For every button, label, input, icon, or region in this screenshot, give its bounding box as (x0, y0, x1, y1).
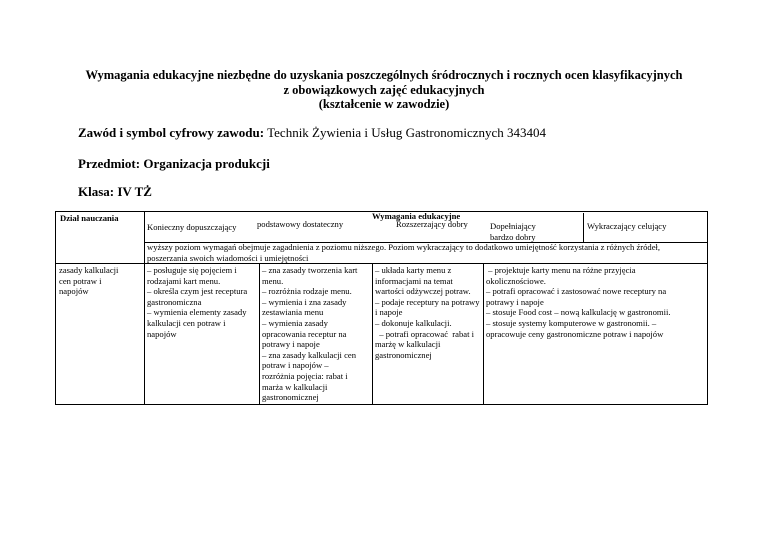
podstawowy-line: – wymienia i zna zasady (262, 296, 347, 307)
level-dopelniajacy-line-1: Dopełniający (490, 221, 536, 231)
dopelniajacy-line: – stosuje Food cost – nową kalkulację w gastronomii. (486, 307, 671, 318)
level-podstawowy: podstawowy dostateczny (257, 219, 344, 229)
document-title (40, 68, 728, 112)
requirements-table (55, 211, 708, 405)
konieczny-line: napojów (147, 328, 177, 339)
col-divider-top-4 (583, 213, 584, 242)
podstawowy-line: zestawiania menu (262, 307, 324, 318)
rozszerzajacy-line: – układa karty menu z (375, 265, 452, 275)
col-divider-2 (372, 263, 373, 404)
podstawowy-line: potrawy i napoje (262, 339, 320, 350)
dopelniajacy-line: – stosuje systemy komputerowe w gastronomii. – (486, 317, 657, 328)
title-line-1: Wymagania edukacyjne niezbędne do uzyskania poszczególnych śródrocznych i rocznych ocen klasyfikacyjnych (85, 68, 683, 82)
konieczny-cell (147, 265, 247, 339)
rozszerzajacy-line: – podaje receptury na potrawy (375, 296, 480, 307)
przedmiot-line: Przedmiot: Organizacja produkcji (78, 156, 270, 171)
level-dopelniajacy-line-2: bardzo dobry (490, 231, 536, 242)
rozszerzajacy-line: marżę w kalkulacji (375, 339, 441, 350)
dopelniajacy-line: – projektuje karty menu na różne przyjęcia (486, 265, 636, 275)
dzial-line: cen potraw i (59, 275, 102, 286)
podstawowy-line: gastronomicznej (262, 392, 319, 403)
level-rozszerzajacy: Rozszerzający dobry (396, 219, 468, 229)
levels-note-line-1: wyższy poziom wymagań obejmuje zagadnienia z poziomu niższego. Poziom wykraczający to dodatkowo umiejętność korzystania z różnych źródeł, (147, 242, 661, 252)
dopelniajacy-line: – potrafi opracować i zastosować nowe receptury na (486, 286, 667, 297)
rozszerzajacy-line: gastronomicznej (375, 349, 432, 360)
rozszerzajacy-line: – potrafi opracować rabat i (375, 328, 475, 339)
dopelniajacy-cell (486, 265, 671, 339)
podstawowy-line: – wymienia zasady (262, 317, 328, 328)
dzial-line: zasady kalkulacji (59, 265, 119, 275)
title-line-2: z obowiązkowych zajęć edukacyjnych (283, 82, 485, 97)
podstawowy-line: – zna zasady kalkulacji cen (262, 349, 357, 360)
konieczny-line: – wymienia elementy zasady (147, 307, 247, 318)
podstawowy-line: opracowania receptur na (262, 328, 347, 339)
konieczny-line: – określa czym jest receptura (147, 286, 248, 297)
rozszerzajacy-line: i napoje (375, 307, 403, 318)
zawod-value: Technik Żywienia i Usług Gastronomicznych 343404 (264, 125, 547, 140)
level-dopelniajacy (490, 221, 536, 242)
wymagania-header: Wymagania edukacyjne (372, 211, 461, 221)
dzial-cell (59, 265, 118, 297)
konieczny-line: kalkulacji cen potraw i (147, 317, 226, 328)
dopelniajacy-line: opracowuje ceny gastronomiczne potraw i napojów (486, 328, 664, 339)
zawod-label: Zawód i symbol cyfrowy zawodu: (78, 125, 265, 140)
rozszerzajacy-line: wartości odżywczej potraw. (375, 286, 471, 297)
podstawowy-line: potraw i napojów – (262, 360, 329, 371)
klasa-line: Klasa: IV TŻ (78, 184, 152, 199)
dopelniajacy-line: potrawy i napoje (486, 296, 544, 307)
level-konieczny: Konieczny dopuszczający (147, 222, 237, 232)
konieczny-line: rodzajami kart menu. (147, 275, 221, 286)
levels-note-line-2: poszerzania swoich wiadomości i umiejętności (147, 252, 309, 263)
rozszerzajacy-line: informacjami na temat (375, 275, 453, 286)
rozszerzajacy-line: – dokonuje kalkulacji. (375, 317, 452, 328)
podstawowy-cell (262, 265, 357, 403)
konieczny-line: gastronomiczna (147, 296, 202, 307)
rozszerzajacy-cell (375, 265, 480, 360)
podstawowy-line: marża w kalkulacji (262, 381, 328, 392)
dzial-header: Dział nauczania (60, 213, 119, 223)
levels-note (147, 242, 660, 263)
podstawowy-line: menu. (262, 275, 284, 286)
dopelniajacy-line: okolicznościowe. (486, 275, 546, 286)
col-divider-1 (259, 263, 260, 404)
zawod-line (78, 125, 546, 141)
podstawowy-line: rozróżnia pojęcia: rabat i (262, 370, 348, 381)
col-divider-dzial (144, 212, 145, 404)
podstawowy-line: – rozróżnia rodzaje menu. (262, 286, 352, 297)
level-wykraczajacy: Wykraczający celujący (587, 221, 667, 231)
col-divider-3 (483, 263, 484, 404)
dzial-line: napojów (59, 286, 89, 297)
konieczny-line: – posługuje się pojęciem i (147, 265, 237, 275)
podstawowy-line: – zna zasady tworzenia kart (262, 265, 358, 275)
title-line-3: (kształcenie w zawodzie) (318, 97, 450, 111)
